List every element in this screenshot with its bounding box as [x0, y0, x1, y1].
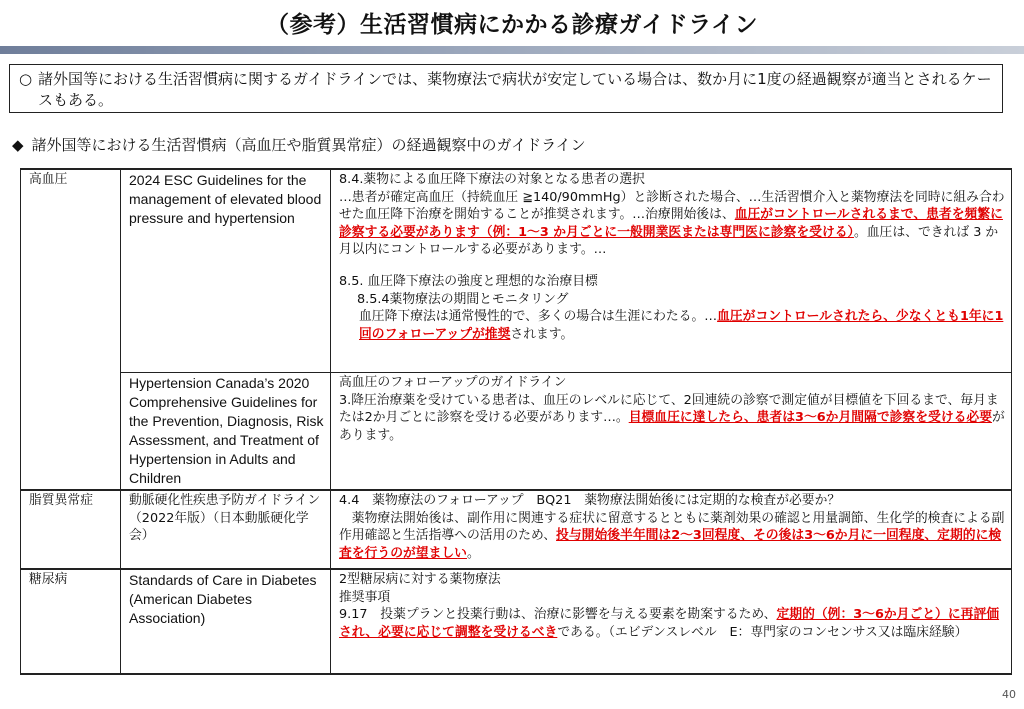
content-paragraph: 薬物療法開始後は、副作用に関連する症状に留意するとともに薬剤効果の確認と用量調節、生化学的検査による副作用確認と生活指導への活用のため、投与開始後半年間は2～3回程度、その後は3～6か月に一回程度、定期的に検査を行うのが望ましい。: [339, 510, 1005, 561]
guideline-name: Standards of Care in Diabetes (American Diabetes Association): [121, 569, 331, 674]
content-heading: 8.4.薬物による血圧降下療法の対象となる患者の選択: [339, 172, 645, 187]
highlight-text: 血圧がコントロールされたら、少なくとも1年に1回のフォローアップが推奨: [359, 309, 1004, 342]
guideline-content: [331, 169, 1012, 373]
table-row: [21, 169, 1012, 373]
guideline-table: [20, 168, 1012, 675]
highlight-text: 血圧がコントロールされるまで、患者を頻繁に診察する必要があります（例：1～3 か月ごとに一般開業医または専門医に診察を受ける）: [339, 207, 1003, 240]
page-title: （参考）生活習慣病にかかる診療ガイドライン: [265, 12, 759, 38]
summary-box: [9, 64, 1003, 113]
content-heading: 4.4 薬物療法のフォローアップ BQ21 薬物療法開始後には定期的な検査が必要か？: [339, 493, 841, 508]
highlight-text: 定期的（例：3～6か月ごと）に再評価され、必要に応じて調整を受けるべき: [339, 607, 1000, 640]
category-cell: 高血圧: [21, 169, 121, 490]
guideline-content: [331, 373, 1012, 491]
table-row: [21, 373, 1012, 491]
category-cell: 糖尿病: [21, 569, 121, 674]
content-paragraph: …患者が確定高血圧（持続血圧 ≧140/90mmHg）と診断された場合、…生活習慣介入と薬物療法を同時に組み合わせた血圧降下治療を開始することが推奨されます。…治療開始後は、血圧がコントロールされるまで、患者を頻繁に診察する必要があります（例：1～3 か月ごとに一般開業医または専門医に診察を受ける）。血圧は、できれば 3 か月以内にコントロールする必要があります。…: [339, 189, 1005, 258]
guideline-content: [331, 490, 1012, 569]
table-row: [21, 490, 1012, 569]
content-heading: 8.5. 血圧降下療法の強度と理想的な治療目標: [339, 273, 598, 289]
guideline-name: 2024 ESC Guidelines for the management of elevated blood pressure and hypertension: [121, 169, 331, 373]
content-paragraph: 血圧降下療法は通常慢性的で、多くの場合は生涯にわたる。…血圧がコントロールされたら、少なくとも1年に1回のフォローアップが推奨されます。: [359, 309, 1004, 342]
table-row: [21, 569, 1012, 674]
content-paragraph: 3.降圧治療薬を受けている患者は、血圧のレベルに応じて、2回連続の診察で測定値が目標値を下回るまで、毎月または2か月ごとに診察を受ける必要があります…。目標血圧に達したら、患者は3～6か月間隔で診察を受ける必要があります。: [339, 392, 1005, 443]
section-heading-text: 諸外国等における生活習慣病（高血圧や脂質異常症）の経過観察中のガイドライン: [31, 136, 586, 154]
guideline-name: Hypertension Canada’s 2020 Comprehensive Guidelines for the Prevention, Diagnosis, Risk Assessment, and Treatment of Hypertension in Adults and Children: [121, 373, 331, 491]
section-heading: [12, 135, 586, 155]
content-heading: 高血圧のフォローアップのガイドライン: [339, 375, 567, 390]
highlight-text: 目標血圧に達したら、患者は3～6か月間隔で診察を受ける必要: [628, 410, 993, 426]
summary-text: 諸外国等における生活習慣病に関するガイドラインでは、薬物療法で病状が安定している場合は、数か月に1度の経過観察が適当とされるケースもある。: [38, 70, 992, 109]
category-cell: 脂質異常症: [21, 490, 121, 569]
spacer: [339, 259, 1005, 273]
content-heading: 2型糖尿病に対する薬物療法: [339, 572, 501, 587]
title-divider: [0, 46, 1024, 54]
content-subheading: 推奨事項: [339, 589, 391, 605]
content-paragraph: 9.17 投薬プランと投薬行動は、治療に影響を与える要素を勘案するため、定期的（例：3～6か月ごと）に再評価され、必要に応じて調整を受けるべきである。（エビデンスレベル E：専門家のコンセンサス又は臨床経験）: [339, 607, 1000, 640]
diamond-bullet-icon: ◆: [12, 136, 24, 154]
guideline-content: [331, 569, 1012, 674]
guideline-name: 動脈硬化性疾患予防ガイドライン（2022年版）（日本動脈硬化学会）: [121, 490, 331, 569]
content-subheading: 8.5.4薬物療法の期間とモニタリング: [357, 291, 569, 307]
highlight-text: 投与開始後半年間は2～3回程度、その後は3～6か月に一回程度、定期的に検査を行うのが望ましい: [339, 528, 1002, 561]
circle-bullet-icon: ○: [19, 70, 33, 88]
page-number: 40: [1002, 688, 1016, 701]
